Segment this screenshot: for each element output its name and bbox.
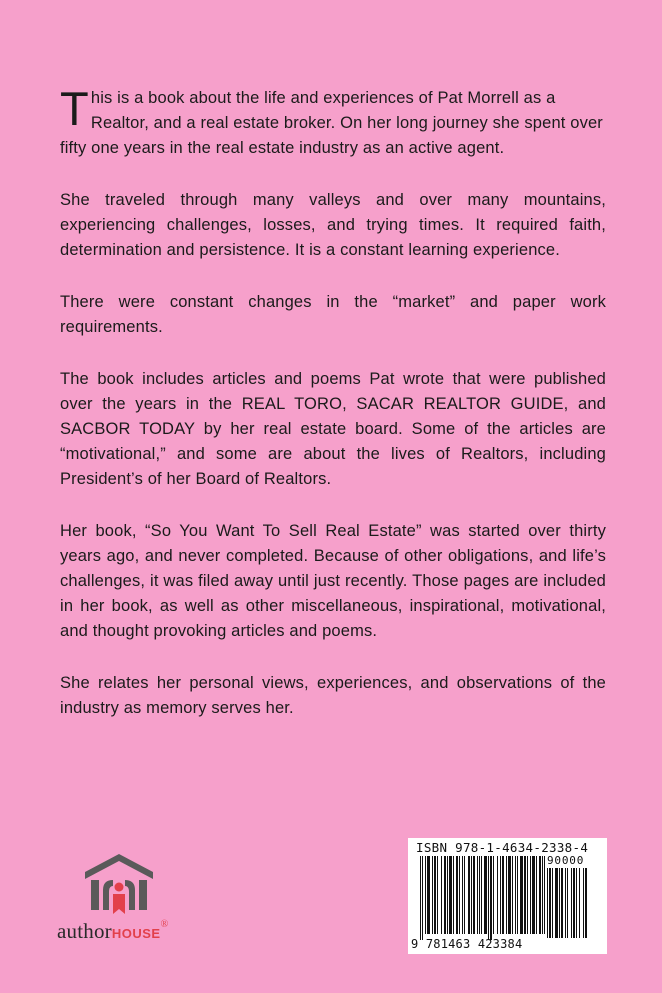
barcode-bar <box>473 856 475 934</box>
barcode-bar <box>520 856 523 934</box>
barcode-bar <box>536 856 537 934</box>
barcode-bar <box>464 856 465 934</box>
barcode-bar <box>427 856 430 934</box>
back-cover-blurb <box>60 82 606 748</box>
barcode-bar <box>490 856 492 940</box>
barcode-bar <box>576 868 577 938</box>
barcode-bar <box>422 856 423 940</box>
barcode-bar <box>481 856 482 934</box>
paragraph-articles: The book includes articles and poems Pat wrote that were published over the years in the REAL TORO, SACAR REALTOR GUIDE, and SACBOR TODAY by her real estate board. Some of the articles are “motivational,” and some are about the lives of Realtors, including President’s of her Board of Realtors. <box>60 370 606 488</box>
barcode-bar <box>579 868 580 938</box>
barcode-bar <box>484 856 487 934</box>
barcode-bar <box>524 856 526 934</box>
paragraph-intro <box>60 82 606 161</box>
price-code: 90000 <box>547 854 585 867</box>
barcode-bar <box>420 856 421 940</box>
barcode-bar <box>544 856 545 934</box>
barcode-bar <box>425 856 426 934</box>
barcode-bar <box>549 868 551 938</box>
barcode-bar <box>432 856 433 934</box>
barcode-bar <box>517 856 518 934</box>
barcode-bar <box>459 856 460 934</box>
barcode-bar <box>500 856 501 934</box>
barcode-bar <box>532 856 535 934</box>
barcode-bar <box>561 868 563 938</box>
publisher-logo <box>57 850 207 945</box>
paragraph-personal-views: She relates her personal views, experiences, and observations of the industry as memory serves her. <box>60 674 606 717</box>
barcode-bar <box>547 868 548 938</box>
barcode-bar <box>477 856 478 934</box>
barcode-bar <box>559 868 560 938</box>
barcode-bar <box>506 856 507 934</box>
barcode-bar <box>471 856 472 934</box>
barcode-bar <box>449 856 452 934</box>
price-barcode-bars <box>547 868 597 940</box>
wordmark-author: author <box>57 919 112 943</box>
barcode-bar <box>573 868 575 938</box>
barcode-bar <box>493 856 494 934</box>
barcode-bar <box>456 856 458 934</box>
barcode-bar <box>508 856 511 934</box>
registered-mark: ® <box>160 919 169 930</box>
wordmark-house: HOUSE <box>111 926 161 941</box>
paragraph-market: There were constant changes in the “market” and paper work requirements. <box>60 293 606 336</box>
barcode-bar <box>565 868 566 938</box>
barcode-bar <box>542 856 543 934</box>
barcode-bar <box>447 856 448 934</box>
barcode-bar <box>571 868 572 938</box>
isbn-label: ISBN 978-1-4634-2338-4 <box>416 840 589 855</box>
barcode-bar <box>453 856 454 934</box>
barcode-bar <box>552 868 553 938</box>
barcode-bar <box>437 856 438 934</box>
barcode-bar <box>502 856 504 934</box>
publisher-wordmark <box>57 919 168 944</box>
barcode-bar <box>555 868 558 938</box>
drop-cap: T <box>60 82 89 135</box>
barcode-bar <box>468 856 470 934</box>
barcode-bar <box>444 856 446 934</box>
barcode-bar <box>462 856 463 934</box>
paragraph-intro-text: his is a book about the life and experiences of Pat Morrell as a Realtor, and a real estate broker. On her long journey she spent over fifty one years in the real estate industry as an active agent. <box>60 89 603 157</box>
paragraph-journey: She traveled through many valleys and over many mountains, experiencing challenges, losses, and trying times. It required faith, determination and persistence. It is a constant learning experience. <box>60 191 606 259</box>
barcode-bar <box>585 868 587 938</box>
barcode-bar <box>441 856 442 934</box>
barcode-bar <box>530 856 531 934</box>
isbn-barcode <box>408 838 607 954</box>
barcode-bar <box>567 868 568 938</box>
house-with-person-icon <box>79 850 159 916</box>
ean-barcode-bars <box>420 856 545 940</box>
barcode-bar <box>512 856 513 934</box>
barcode-bar <box>434 856 436 934</box>
barcode-bar <box>527 856 528 934</box>
barcode-bar <box>497 856 498 934</box>
barcode-bar <box>515 856 516 934</box>
barcode-bar <box>539 856 541 934</box>
ean-digits: 9 781463 423384 <box>411 937 523 951</box>
barcode-bar <box>479 856 480 934</box>
barcode-bar <box>583 868 584 938</box>
barcode-bar <box>488 856 489 940</box>
paragraph-book-history: Her book, “So You Want To Sell Real Estate” was started over thirty years ago, and never completed. Because of other obligations, and life’s challenges, it was filed away until just recently. Those pages are included in her book, as well as other miscellaneous, inspirational, motivational, and thought provoking articles and poems. <box>60 522 606 640</box>
